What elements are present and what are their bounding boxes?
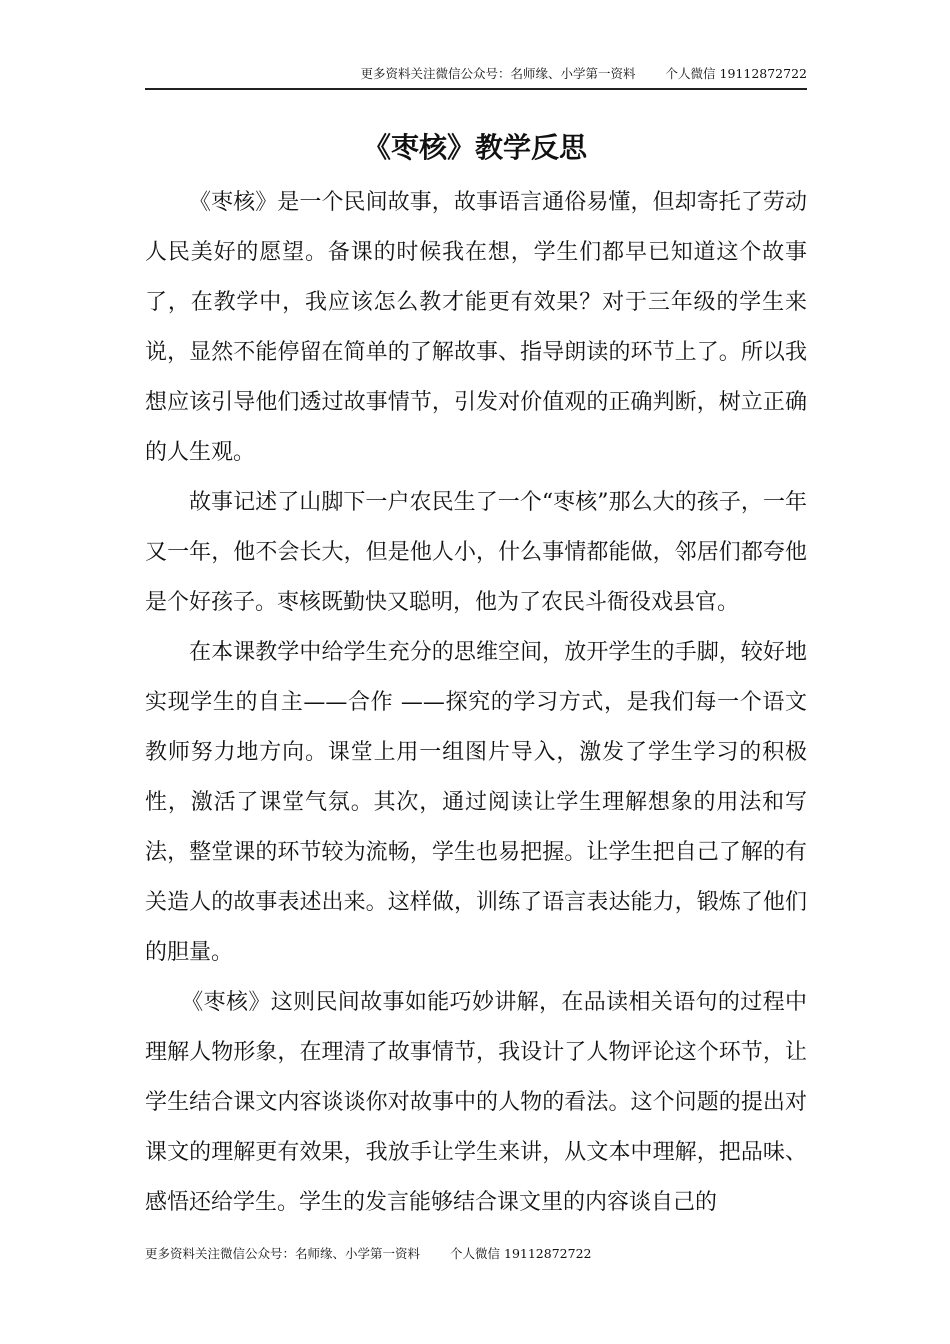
document-title: 《枣核》教学反思 bbox=[362, 131, 587, 164]
paragraph-character-analysis: 《枣核》这则民间故事如能巧妙讲解，在品读相关语句的过程中理解人物形象，在理清了故事情节，我设计了人物评论这个环节，让学生结合课文内容谈谈你对故事中的人物的看法。这个问题的提出对课文的理解更有效果，我放手让学生来讲，从文本中理解，把品味、感悟还给学生。学生的发言能够结合课文里的内容谈自己的 bbox=[145, 990, 807, 1215]
paragraph-intro: 《枣核》是一个民间故事，故事语言通俗易懂，但却寄托了劳动人民美好的愿望。备课的时候我在想，学生们都早已知道这个故事了，在教学中，我应该怎么教才能更有效果？对于三年级的学生来说，显然不能停留在简单的了解故事、指导朗读的环节上了。所以我想应该引导他们透过故事情节，引发对价值观的正确判断，树立正确的人生观。 bbox=[145, 190, 807, 465]
document-body bbox=[145, 178, 807, 1228]
paragraph-teaching-approach: 在本课教学中给学生充分的思维空间，放开学生的手脚，较好地实现学生的自主——合作 ——探究的学习方式，是我们每一个语文教师努力地方向。课堂上用一组图片导入，激发了学生学习的积极性，激活了课堂气氛。其次，通过阅读让学生理解想象的用法和写法，整堂课的环节较为流畅，学生也易把握。让学生把自己了解的有关造人的故事表述出来。这样做，训练了语言表达能力，锻炼了他们的胆量。 bbox=[145, 640, 807, 965]
paragraph-story-summary: 故事记述了山脚下一户农民生了一个“枣核”那么大的孩子，一年又一年，他不会长大，但是他人小，什么事情都能做，邻居们都夸他是个好孩子。枣核既勤快又聪明，他为了农民斗衙役戏县官。 bbox=[145, 490, 807, 615]
page-footer bbox=[145, 1246, 591, 1262]
page-header bbox=[145, 66, 807, 90]
header-wechat-contact: 个人微信 19112872722 bbox=[665, 66, 807, 81]
footer-wechat-contact: 个人微信 19112872722 bbox=[450, 1246, 592, 1261]
header-promo-text: 更多资料关注微信公众号：名师缘、小学第一资料 bbox=[360, 66, 636, 81]
footer-promo-text: 更多资料关注微信公众号：名师缘、小学第一资料 bbox=[145, 1246, 421, 1261]
